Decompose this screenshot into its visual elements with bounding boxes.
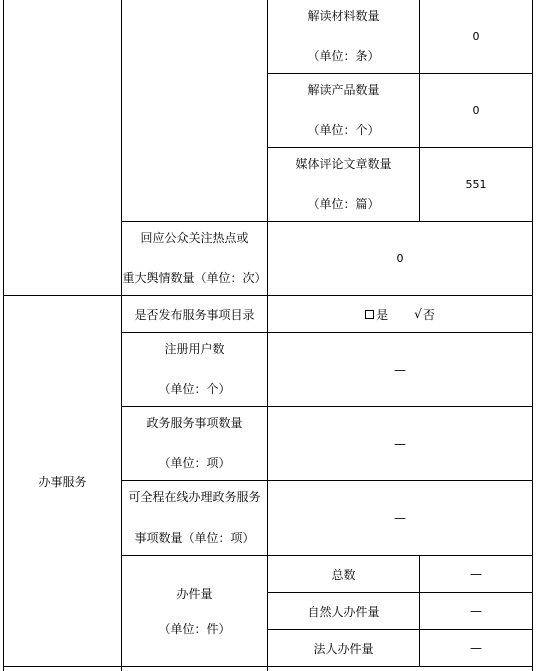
label-line: 注册用户数 [164,342,225,356]
unit-line: （单位：条） [307,49,380,63]
online-items-value: — [394,511,406,525]
checkmark-icon: √ [414,307,422,321]
interpret-materials-label [268,0,419,73]
hotspots-label [122,222,267,295]
media-articles-label [268,148,419,221]
unit-line: （单位：个） [158,382,231,396]
case-total-label: 总数 [331,567,356,582]
catalog-option-no[interactable] [414,306,435,323]
unit-line: （单位：项） [158,456,231,470]
media-articles-value: 551 [465,178,487,191]
service-items-label [122,407,267,480]
registered-users-label [122,333,267,406]
column-divider [532,0,533,671]
interpret-materials-value: 0 [472,30,480,43]
case-total-value: — [470,567,482,581]
case-natural-value: — [470,604,482,618]
case-volume-label [122,556,267,666]
unit-line: 事项数量（单位：项） [134,531,255,545]
option-no-label: 否 [422,307,435,322]
label-line: 解读产品数量 [307,83,380,97]
empty-checkbox-icon [365,310,374,319]
catalog-options [268,296,532,332]
option-yes-label: 是 [376,307,389,322]
label-line: 可全程在线办理政务服务 [128,490,261,504]
catalog-option-yes[interactable] [365,306,388,323]
registered-users-value: — [394,362,406,377]
unit-line: （单位：件） [158,621,231,636]
label-line: 政务服务事项数量 [146,416,243,430]
unit-line: （单位：个） [307,123,380,137]
case-natural-label: 自然人办件量 [307,604,380,619]
label-line: 回应公众关注热点或 [140,231,249,245]
online-items-label [122,481,267,555]
catalog-label: 是否发布服务事项目录 [134,307,255,322]
interpret-products-value: 0 [472,104,480,117]
label-line: 办件量 [176,586,213,601]
case-legal-value: — [470,641,482,655]
unit-line: 重大舆情数量（单位：次） [122,271,267,285]
label-line: 解读材料数量 [307,9,380,23]
service-section-label: 办事服务 [38,474,87,489]
interpret-products-label [268,74,419,147]
unit-line: （单位：篇） [307,197,380,211]
service-items-value: — [394,436,406,451]
case-legal-label: 法人办件量 [313,641,374,656]
label-line: 媒体评论文章数量 [295,157,392,171]
catalog-option-group [365,306,435,323]
hotspots-value: 0 [396,252,404,265]
